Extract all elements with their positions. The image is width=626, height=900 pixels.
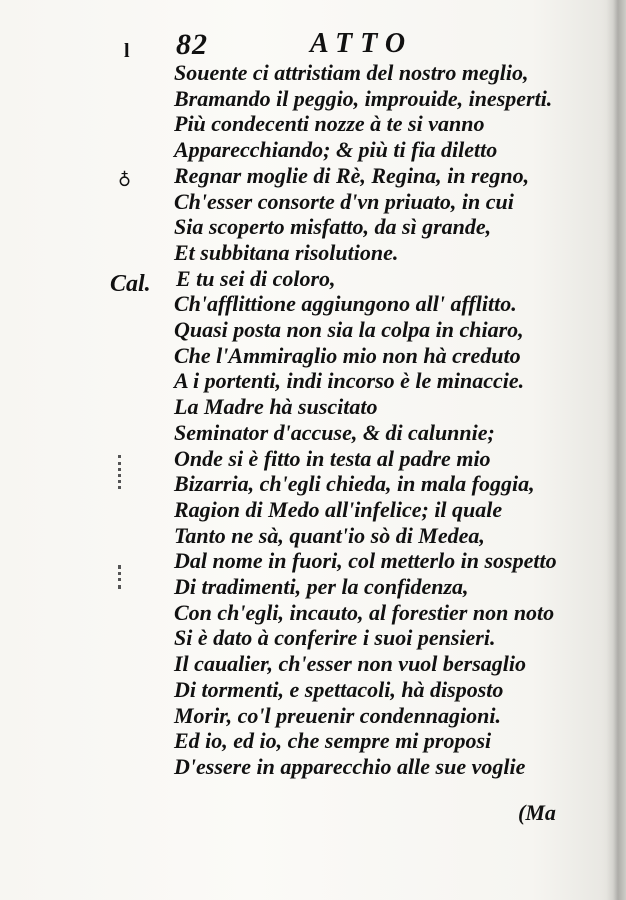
verse-line: Ragion di Medo all'infelice; il quale (174, 496, 503, 522)
verse-line: Regnar moglie di Rè, Regina, in regno, (174, 162, 530, 188)
verse-line: Bizarria, ch'egli chieda, in mala foggia, (174, 471, 535, 497)
verse-line: Di tormenti, e spettacoli, hà disposto (174, 676, 504, 702)
verse-line: Con ch'egli, incauto, al forestier non noto (174, 599, 555, 625)
verse-line: Seminator d'accuse, & di calunnie; (174, 419, 495, 445)
verse-line: Si è dato à conferire i suoi pensieri. (174, 625, 496, 651)
verse-line: Apparecchiando; & più ti fia diletto (174, 137, 498, 163)
verse-line: Di tradimenti, per la confidenza, (174, 574, 469, 599)
verse-line: Che l'Ammiraglio mio non hà creduto (174, 342, 521, 368)
verse-line: La Madre hà suscitato (174, 394, 378, 420)
verse-line: Ed io, ed io, che sempre mi proposi (174, 728, 492, 754)
verse-line: A i portenti, indi incorso è le minaccie. (174, 368, 525, 394)
verse-line: Bramando il peggio, improuide, inesperti. (174, 85, 553, 111)
catchword: (Ma (518, 800, 556, 825)
verse-line: Morir, co'l preuenir condennagioni. (174, 702, 502, 728)
verse-line: Souente ci attristiam del nostro meglio, (174, 60, 529, 85)
verse-line: E tu sei di coloro, (176, 265, 336, 291)
verse-line: Dal nome in fuori, col metterlo in sospetto (174, 548, 557, 574)
verse-line: Onde si è fitto in testa al padre mio (174, 445, 491, 471)
page-number: 82 (176, 28, 208, 61)
verse-line: Più condecenti nozze à te si vanno (174, 111, 485, 137)
verse-line: Et subbitana risolutione. (174, 239, 399, 265)
verse-line: D'essere in apparecchio alle sue voglie (174, 753, 526, 779)
margin-tick: l (124, 40, 130, 62)
verse-line: Il caualier, ch'esser non vuol bersaglio (174, 651, 527, 677)
verse-line: Ch'afflittione aggiungono all' afflitto. (174, 291, 517, 317)
margin-symbol: ♁ (118, 168, 132, 188)
verse-line: Quasi posta non sia la colpa in chiaro, (174, 317, 524, 342)
running-head: ATTO (310, 28, 414, 59)
verse-line: Sia scoperto misfatto, da sì grande, (174, 214, 492, 240)
verse-line: Tanto ne sà, quant'io sò di Medea, (174, 522, 485, 548)
verse-line: Ch'esser consorte d'vn priuato, in cui (174, 188, 514, 214)
speaker-label: Cal. (110, 271, 151, 297)
